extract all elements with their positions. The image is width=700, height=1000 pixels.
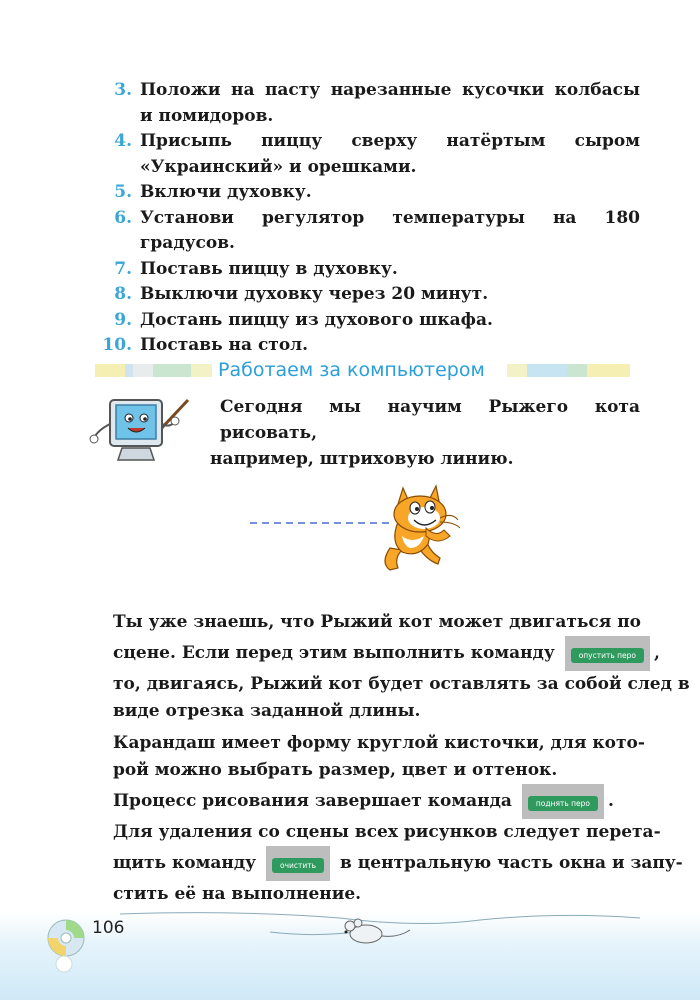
step-item bbox=[100, 206, 640, 257]
step-text: Положи на пасту нарезанные кусочки колбасы bbox=[140, 80, 640, 100]
step-text: Присыпь пиццу сверху натёртым сыром bbox=[140, 131, 640, 151]
paragraph-3 bbox=[113, 784, 638, 819]
scratch-cat-illustration bbox=[240, 478, 480, 578]
step-text: «Украинский» и орешками. bbox=[140, 156, 417, 177]
paragraph-text: будет оставлять за собой след в bbox=[362, 674, 690, 694]
paragraph-text: то, двигаясь, bbox=[113, 674, 251, 694]
bar-segment bbox=[567, 364, 587, 377]
bar-segment bbox=[153, 364, 191, 377]
paragraph-text: виде отрезка заданной длины. bbox=[113, 701, 421, 721]
paragraph-text: щить команду bbox=[113, 853, 257, 873]
paragraph-highlight: Рыжий кот bbox=[320, 612, 433, 632]
clear-label: очистить bbox=[272, 858, 324, 873]
bar-segment bbox=[527, 364, 567, 377]
step-number: 4. bbox=[114, 131, 132, 151]
paragraph-highlight: Рыжий кот bbox=[250, 674, 363, 694]
intro-highlight: Рыжего кота bbox=[488, 397, 640, 417]
step-number: 7. bbox=[114, 258, 132, 279]
paragraph-text: стить её на выполнение. bbox=[113, 884, 362, 904]
paragraph-text: Процесс рисования завершает команда bbox=[113, 791, 512, 811]
cd-icon bbox=[46, 916, 88, 976]
bar-segment bbox=[133, 364, 153, 377]
footer-decoration bbox=[120, 908, 640, 948]
bar-segment bbox=[95, 364, 125, 377]
paragraph-2 bbox=[113, 730, 645, 784]
step-number: 8. bbox=[114, 284, 132, 304]
paragraph-4 bbox=[113, 819, 683, 908]
paragraph-text: Карандаш имеет форму круглой кисточки, для кото- bbox=[113, 733, 645, 753]
pen-up-label: поднять перо bbox=[528, 796, 598, 811]
step-item bbox=[100, 104, 640, 130]
bar-segment bbox=[587, 364, 630, 377]
intro-text: рисовать, bbox=[220, 423, 318, 443]
bar-segment bbox=[125, 364, 133, 377]
step-number bbox=[100, 104, 140, 130]
step-item bbox=[100, 155, 640, 181]
step-text: Включи духовку. bbox=[140, 182, 312, 202]
step-item bbox=[100, 282, 640, 308]
step-number: 5. bbox=[114, 182, 132, 202]
computer-mascot-icon bbox=[88, 392, 198, 474]
step-number: 9. bbox=[114, 309, 132, 330]
paragraph-text: в центральную часть окна и запу- bbox=[339, 853, 683, 873]
bar-segment bbox=[507, 364, 527, 377]
step-text: Достань пиццу из духового шкафа. bbox=[140, 309, 493, 330]
step-number: 6. bbox=[114, 207, 132, 228]
step-text: Поставь пиццу в духовку. bbox=[140, 258, 398, 279]
clear-block bbox=[266, 846, 330, 881]
paragraph-text: . bbox=[608, 791, 614, 811]
page-number: 106 bbox=[92, 918, 125, 938]
step-item bbox=[100, 333, 640, 359]
intro-text: например, штриховую линию. bbox=[210, 449, 514, 469]
paragraph-text: рой можно выбрать размер, цвет и оттенок. bbox=[113, 760, 558, 780]
pen-down-label: опустить перо bbox=[571, 648, 644, 663]
section-title: Работаем за компьютером bbox=[212, 357, 491, 383]
scratch-cat-icon bbox=[385, 486, 460, 570]
intro-paragraph bbox=[210, 394, 640, 472]
step-text: Установи регулятор температуры на 180 градусов. bbox=[140, 207, 640, 253]
step-text: и помидоров. bbox=[140, 105, 274, 126]
step-item bbox=[100, 180, 640, 206]
step-number: 10. bbox=[102, 335, 132, 355]
paragraph-text: Ты уже знаешь, что bbox=[113, 612, 321, 632]
paragraph-text: , bbox=[654, 643, 660, 663]
paragraph-text: сцене. Если перед этим выполнить команду bbox=[113, 643, 555, 663]
step-item bbox=[100, 78, 640, 104]
step-item bbox=[100, 308, 640, 334]
step-text: Поставь на стол. bbox=[140, 335, 309, 355]
step-number: 3. bbox=[114, 80, 132, 100]
intro-text: Сегодня мы научим bbox=[220, 397, 489, 417]
paragraph-1 bbox=[113, 609, 690, 725]
step-number bbox=[100, 155, 140, 181]
pen-down-block bbox=[565, 636, 650, 671]
step-item bbox=[100, 257, 640, 283]
bar-segment bbox=[191, 364, 213, 377]
step-item bbox=[100, 129, 640, 155]
pen-up-block bbox=[522, 784, 604, 819]
paragraph-text: может двигаться по bbox=[432, 612, 642, 632]
paragraph-text: Для удаления со сцены всех рисунков следует перета- bbox=[113, 822, 661, 842]
recipe-steps bbox=[100, 78, 640, 359]
step-text: Выключи духовку через 20 минут. bbox=[140, 284, 489, 304]
